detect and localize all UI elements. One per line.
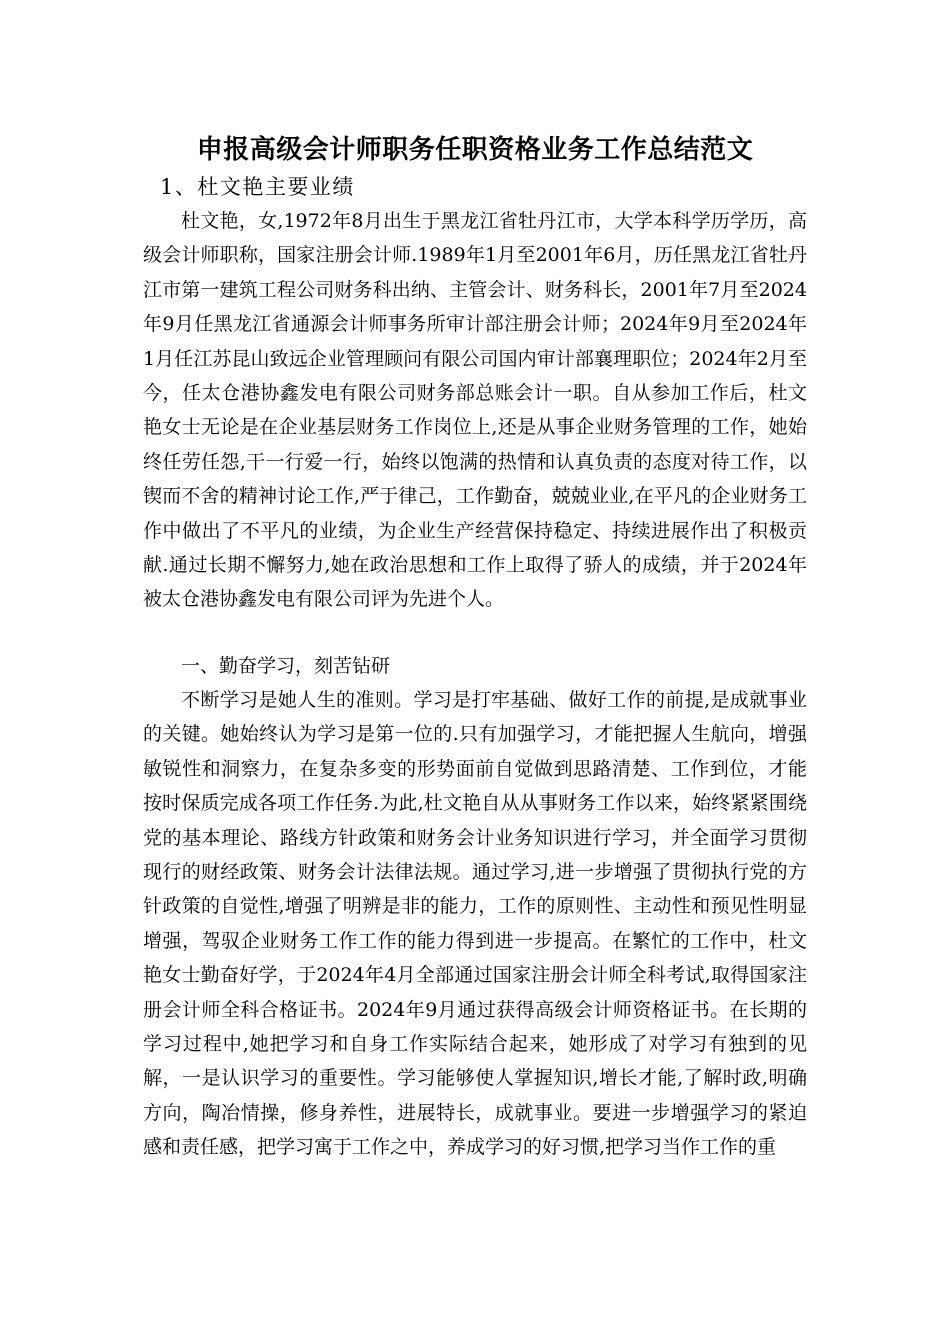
document-title: 申报高级会计师职务任职资格业务工作总结范文	[196, 135, 754, 165]
paragraph-study: 不断学习是她人生的准则。学习是打牢基础、做好工作的前提,是成就事业的关键。她始终认为学习是第一位的.只有加强学习，才能把握人生航向，增强敏锐性和洞察力，在复杂多变的形势面前自觉做到思路清楚、工作到位，才能按时保质完成各项工作任务.为此,杜文艳自从从事财务工作以来，始终紧紧围绕党的基本理论、路线方针政策和财务会计业务知识进行学习，并全面学习贯彻现行的财经政策、财务会计法律法规。通过学习,进一步增强了贯彻执行党的方针政策的自觉性,增强了明辨是非的能力，工作的原则性、主动性和预见性明显增强，驾驭企业财务工作工作的能力得到进一步提高。在繁忙的工作中，杜文艳女士勤奋好学，于2024年4月全部通过国家注册会计师全科考试,取得国家注册会计师全科合格证书。2024年9月通过获得高级会计师资格证书。在长期的学习过程中,她把学习和自身工作实际结合起来，她形成了对学习有独到的见解，一是认识学习的重要性。学习能够使人掌握知识,增长才能,了解时政,明确方向，陶冶情操，修身养性，进展特长，成就事业。要进一步增强学习的紧迫感和责任感，把学习寓于工作之中，养成学习的好习惯,把学习当作工作的重	[143, 689, 807, 1159]
section-subtitle: 1、杜文艳主要业绩	[160, 175, 355, 199]
section-heading-study: 一、勤奋学习，刻苦钻研	[181, 655, 391, 677]
paragraph-achievements: 杜文艳，女,1972年8月出生于黑龙江省牡丹江市，大学本科学历学历，高级会计师职称，国家注册会计师.1989年1月至2001年6月，历任黑龙江省牡丹江市第一建筑工程公司财务科出纳、主管会计、财务科长，2001年7月至2024年9月任黑龙江省通源会计师事务所审计部注册会计师；2024年9月至2024年1月任江苏昆山致远企业管理顾问有限公司国内审计部襄理职位；2024年2月至今，任太仓港协鑫发电有限公司财务部总账会计一职。自从参加工作后，杜文艳女士无论是在企业基层财务工作岗位上,还是从事企业财务管理的工作，她始终任劳任怨,干一行爱一行，始终以饱满的热情和认真负责的态度对待工作，以锲而不舍的精神讨论工作,严于律己，工作勤奋，兢兢业业,在平凡的企业财务工作中做出了不平凡的业绩，为企业生产经营保持稳定、持续进展作出了积极贡献.通过长期不懈努力,她在政治思想和工作上取得了骄人的成绩，并于2024年被太仓港协鑫发电有限公司评为先进个人。	[143, 210, 807, 611]
